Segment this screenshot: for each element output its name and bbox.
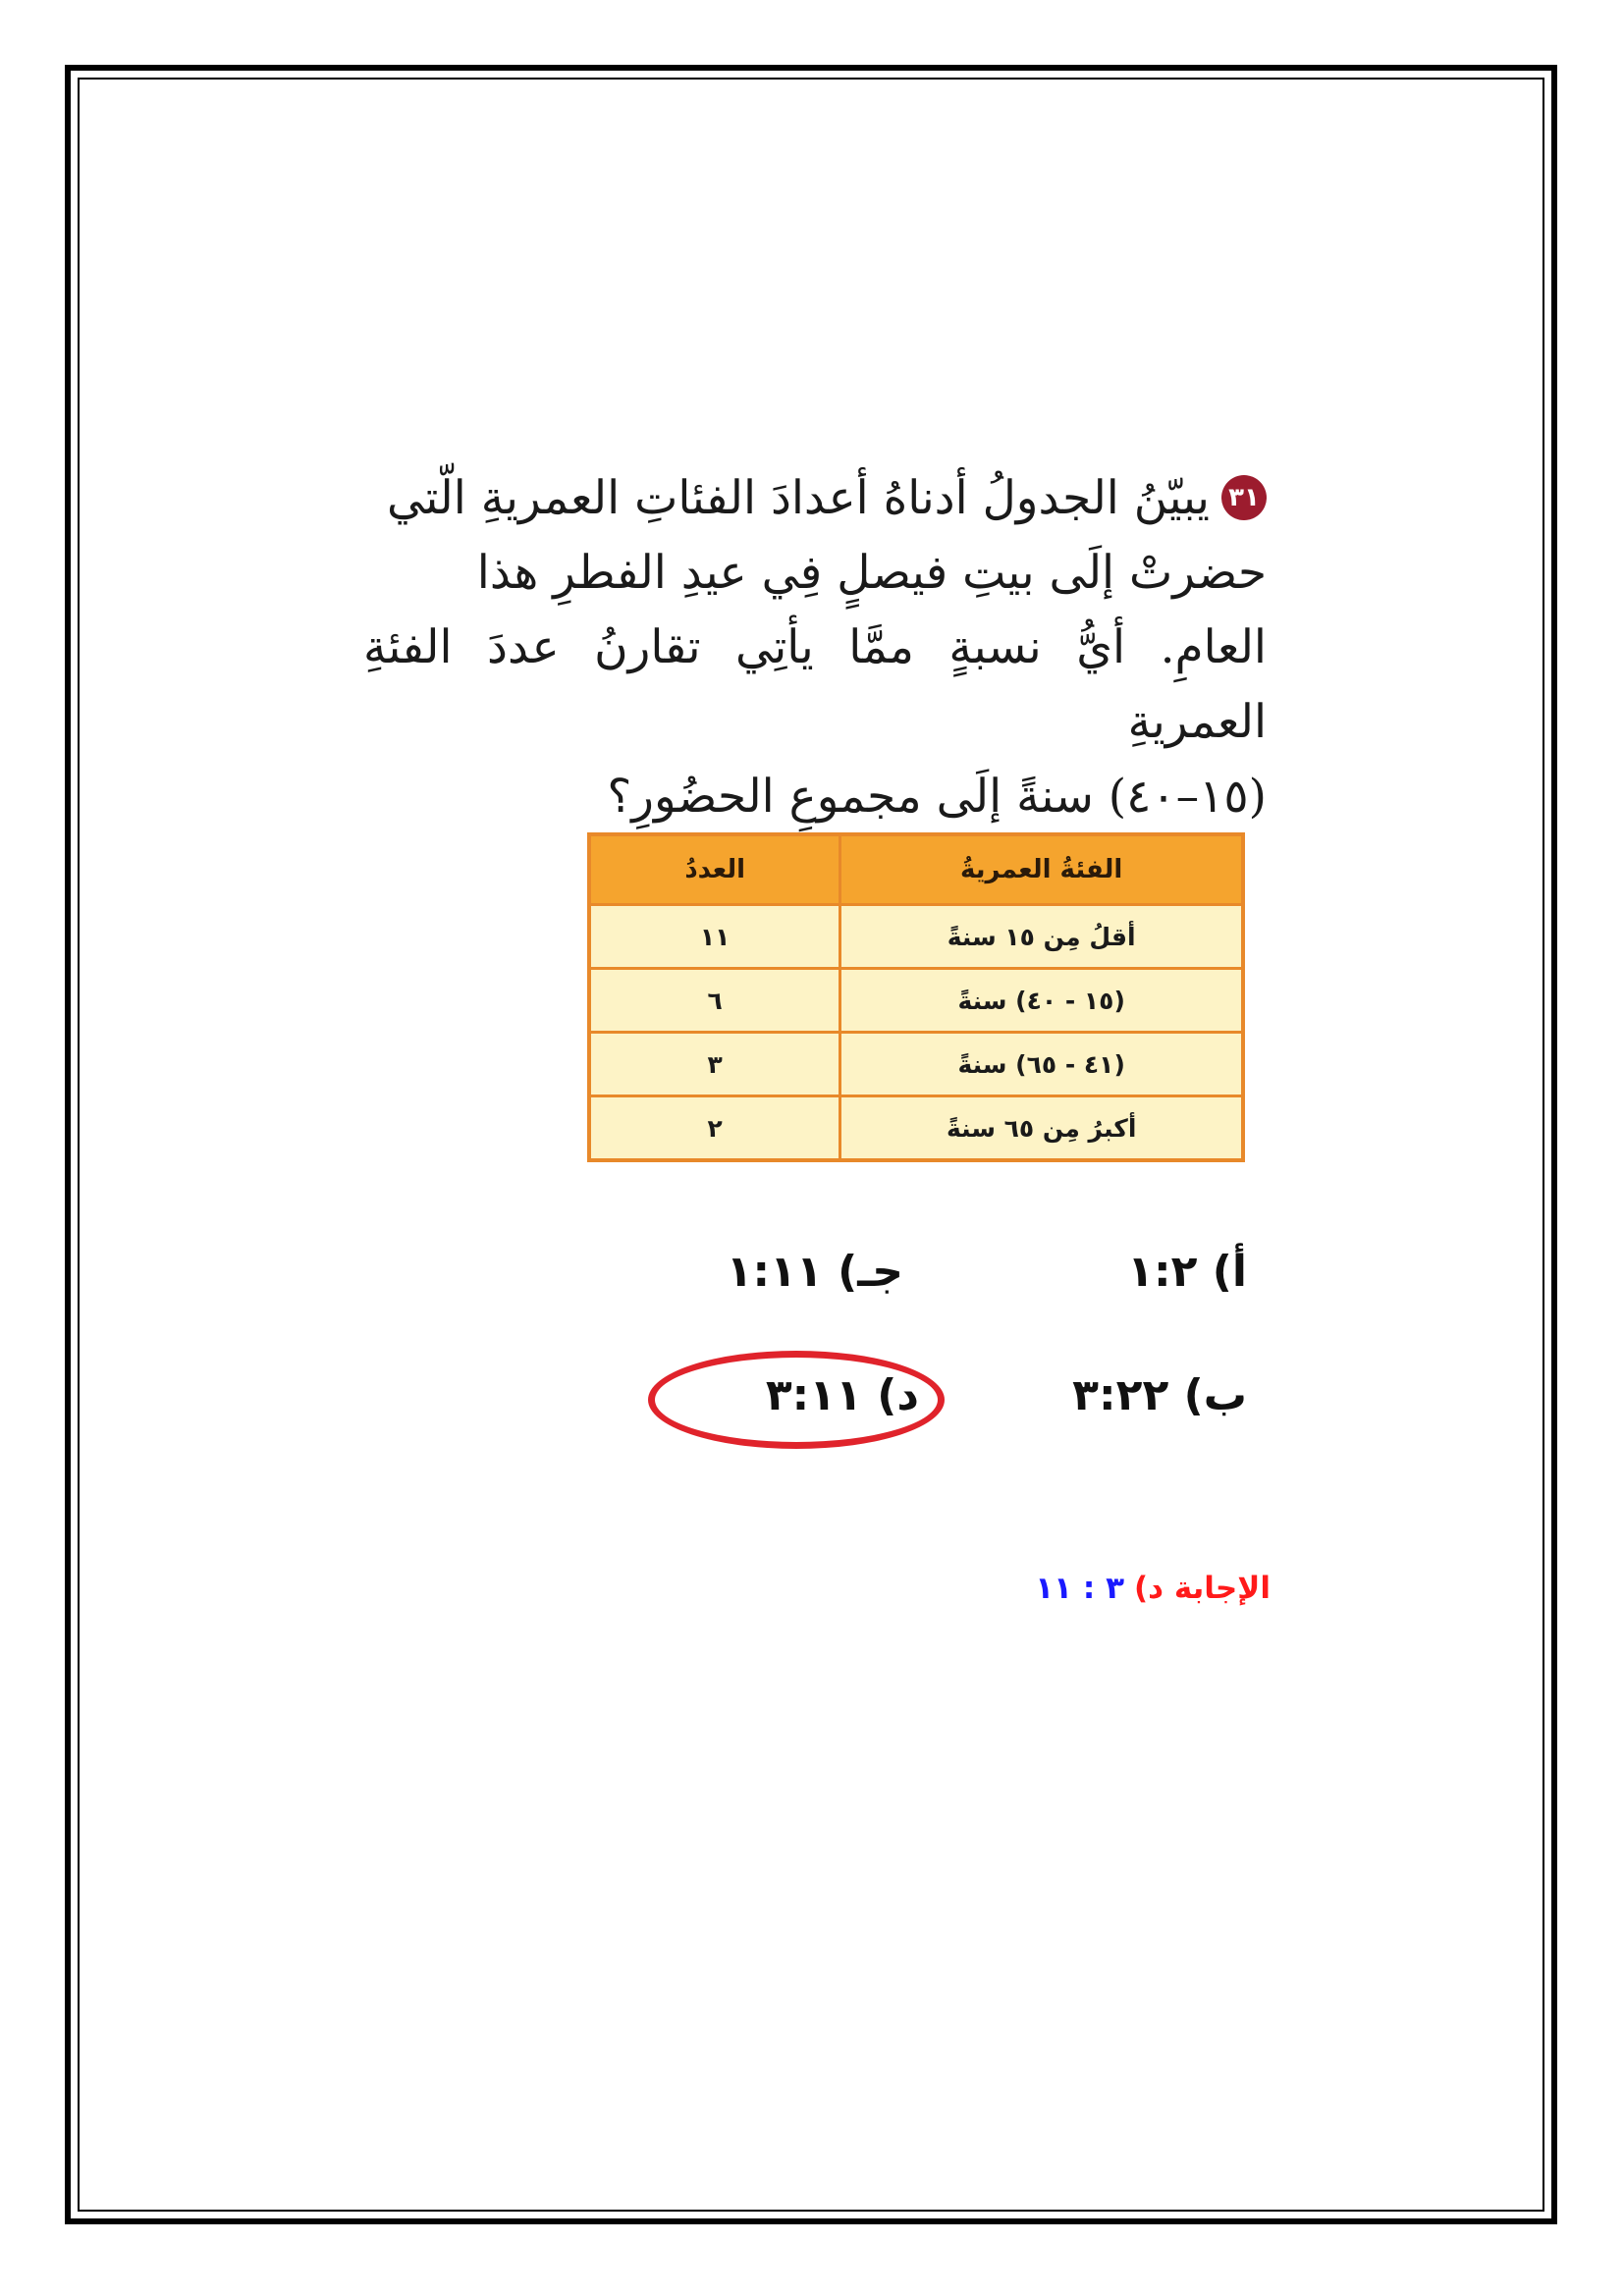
question-line-1-text: يبيّنُ الجدولُ أدناهُ أعدادَ الفئاتِ العمريةِ الّتي [387, 471, 1210, 525]
answer-line [1035, 1571, 1271, 1606]
table-header-row [589, 834, 1243, 905]
cell-count: ٢ [589, 1096, 840, 1161]
cell-count: ٦ [589, 969, 840, 1033]
answer-label: الإجابة د) [1133, 1571, 1271, 1606]
cell-age-group: أقلُ مِن ١٥ سنةً [840, 905, 1243, 969]
table-row [589, 969, 1243, 1033]
question-number-badge: ٣١ [1221, 475, 1267, 520]
question-line-4: (١٥–٤٠) سنةً إلَى مجموعِ الحضُورِ؟ [607, 770, 1267, 824]
option-c: جـ) ١:١١ [726, 1247, 903, 1297]
cell-age-group: (١٥ - ٤٠) سنةً [840, 969, 1243, 1033]
cell-count: ١١ [589, 905, 840, 969]
age-groups-table [587, 832, 1245, 1162]
option-d: د) ٣:١١ [765, 1370, 919, 1420]
table-row [589, 1096, 1243, 1161]
cell-age-group: أكبرُ مِن ٦٥ سنةً [840, 1096, 1243, 1161]
question-line-1 [363, 461, 1267, 536]
header-age-group: الفئةُ العمريةُ [840, 834, 1243, 905]
table-row [589, 905, 1243, 969]
option-a: أ) ١:٢ [1127, 1247, 1247, 1297]
question-line-2: حضرتْ إلَى بيتِ فيصلٍ فِي عيدِ الفطرِ هذا [476, 546, 1267, 600]
question-line-3: العامِ. أيُّ نسبةٍ ممَّا يأتِي تقارنُ عددَ الفئةِ العمريةِ [363, 620, 1267, 749]
table-row [589, 1033, 1243, 1096]
cell-count: ٣ [589, 1033, 840, 1096]
option-b: ب) ٣:٢٢ [1072, 1370, 1247, 1420]
cell-age-group: (٤١ - ٦٥) سنةً [840, 1033, 1243, 1096]
question-text [363, 461, 1267, 834]
answer-value: ٣ : ١١ [1035, 1571, 1124, 1606]
selected-answer-circle [648, 1351, 945, 1449]
header-count: العددُ [589, 834, 840, 905]
